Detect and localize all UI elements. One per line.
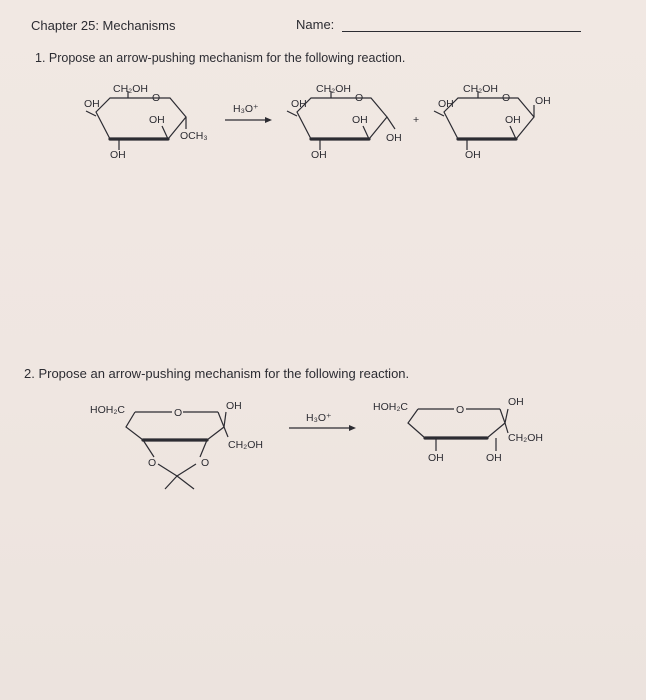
q1-product-methanol <box>434 83 551 161</box>
q1-product-sugar <box>287 83 402 161</box>
q1m-oh-left: OH <box>438 98 454 110</box>
q2p-hoh2c: HOH₂C <box>373 401 408 413</box>
q1-reagent: H₃O⁺ <box>233 103 259 115</box>
q2r-acetal-o1: O <box>148 457 157 469</box>
q1r-oh-bottom: OH <box>110 149 126 161</box>
q2r-oh-top: OH <box>226 400 242 412</box>
chapter-title: Chapter 25: Mechanisms <box>31 18 176 33</box>
q2r-hoh2c: HOH₂C <box>90 404 125 416</box>
q1m-oh-mid: OH <box>505 114 521 126</box>
q1p-ch2oh: CH₂OH <box>316 83 351 95</box>
q1p-oh-right: OH <box>386 132 402 144</box>
q1m-ring-o: O <box>502 92 511 104</box>
q1r-ch2oh: CH₂OH <box>113 83 148 95</box>
name-label: Name: <box>296 17 335 32</box>
q2-product-structure <box>373 396 543 464</box>
question-1-prompt: 1. Propose an arrow-pushing mechanism for the following reaction. <box>35 51 406 65</box>
q2r-ch2oh: CH₂OH <box>228 439 263 451</box>
q1p-ring-o: O <box>355 92 364 104</box>
q2p-ch2oh: CH₂OH <box>508 432 543 444</box>
q2-reactant-structure <box>90 400 263 489</box>
q2r-acetal-o2: O <box>201 457 210 469</box>
q2p-oh-bottom2: OH <box>486 452 502 464</box>
question-2-prompt: 2. Propose an arrow-pushing mechanism for the following reaction. <box>24 366 410 381</box>
q1r-oh-mid: OH <box>149 114 165 126</box>
q2r-ring-o: O <box>174 407 183 419</box>
q1m-ch2oh: CH₂OH <box>463 83 498 95</box>
q2p-ring-o: O <box>456 404 465 416</box>
q1p-oh-bottom: OH <box>311 149 327 161</box>
q1p-oh-mid: OH <box>352 114 368 126</box>
q1-plus: + <box>413 114 420 126</box>
q2-reagent: H₃O⁺ <box>306 412 332 424</box>
q1r-ring-o: O <box>152 92 161 104</box>
q1m-oh-anomeric: OH <box>535 95 551 107</box>
q1p-oh-left: OH <box>291 98 307 110</box>
q2p-oh-top: OH <box>508 396 524 408</box>
q1m-oh-bottom: OH <box>465 149 481 161</box>
q1r-oh-left: OH <box>84 98 100 110</box>
q1r-och3: OCH₃ <box>180 130 208 142</box>
q2p-oh-bottom1: OH <box>428 452 444 464</box>
q1-reactant-structure <box>84 83 208 161</box>
